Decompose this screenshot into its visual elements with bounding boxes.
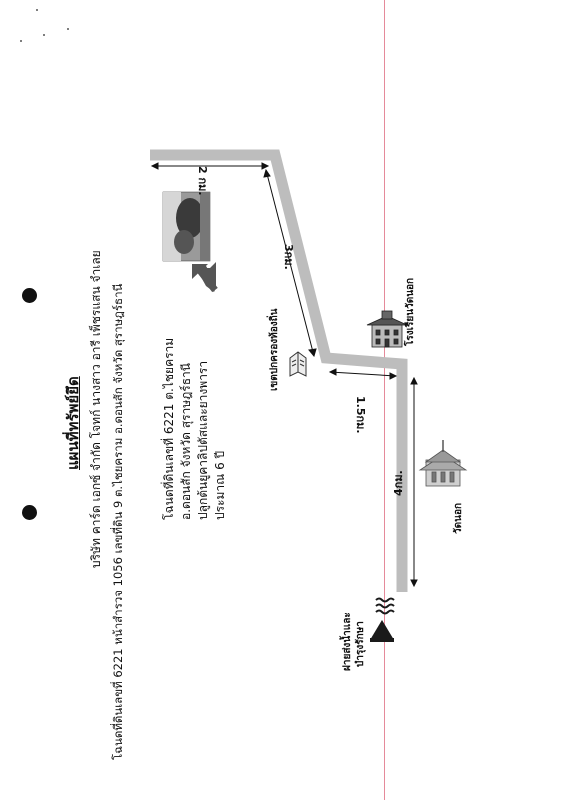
dam-label-line-2: บำรุงรักษา: [355, 621, 366, 667]
distance-label-3km: 3กม.: [282, 244, 295, 270]
note-line-3: ปลูกต้นยูคาลิปตัสและยางพารา: [196, 360, 210, 520]
local-admin-label: เขตปกครองท้องถิ่น: [269, 308, 280, 391]
note-line-4: ประมาณ 6 ปี: [213, 450, 227, 520]
pointer-arrow-icon: [192, 262, 216, 292]
distance-label-2km: 2 กม.: [196, 166, 209, 196]
open-book-icon: [290, 352, 306, 376]
note-line-1: โฉนดที่ดินเลขที่ 6221 ต.ไชยคราม: [162, 337, 176, 520]
temple-icon: [420, 440, 466, 486]
dam-label-line-1: ฝายส่งน้ำและ: [342, 612, 353, 671]
deed-location: โฉนดที่ดินเลขที่ 6221 หน้าสำรวจ 1056 เลขที่ดิน 9 ต.ไชยคราม อ.ดอนสัก จังหวัด สุราษฎร์ธานี: [111, 283, 125, 760]
school-building-icon: [367, 311, 407, 347]
distance-marker-2km: [152, 163, 268, 169]
note-line-2: อ.ดอนสัก จังหวัด สุราษฎร์ธานี: [179, 363, 193, 520]
distance-label-4km: 4กม.: [392, 470, 405, 496]
dam-water-icon: [370, 599, 394, 643]
distance-label-1-5km: 1.5กม.: [354, 396, 367, 434]
map-title: แผนที่ทรัพย์ยึด: [64, 376, 82, 470]
distance-marker-4km: [411, 378, 417, 586]
distance-marker-1-5km: [330, 369, 396, 379]
case-parties: บริษัท คาร์ด เอกซ์ จำกัด โจทก์ นางสาว อารี เพ็ชรแสน จำเลย: [89, 250, 103, 568]
temple-label: วัดนอก: [453, 502, 464, 534]
land-photo: [163, 192, 210, 261]
school-label: โรงเรียนวัดนอก: [405, 277, 416, 346]
